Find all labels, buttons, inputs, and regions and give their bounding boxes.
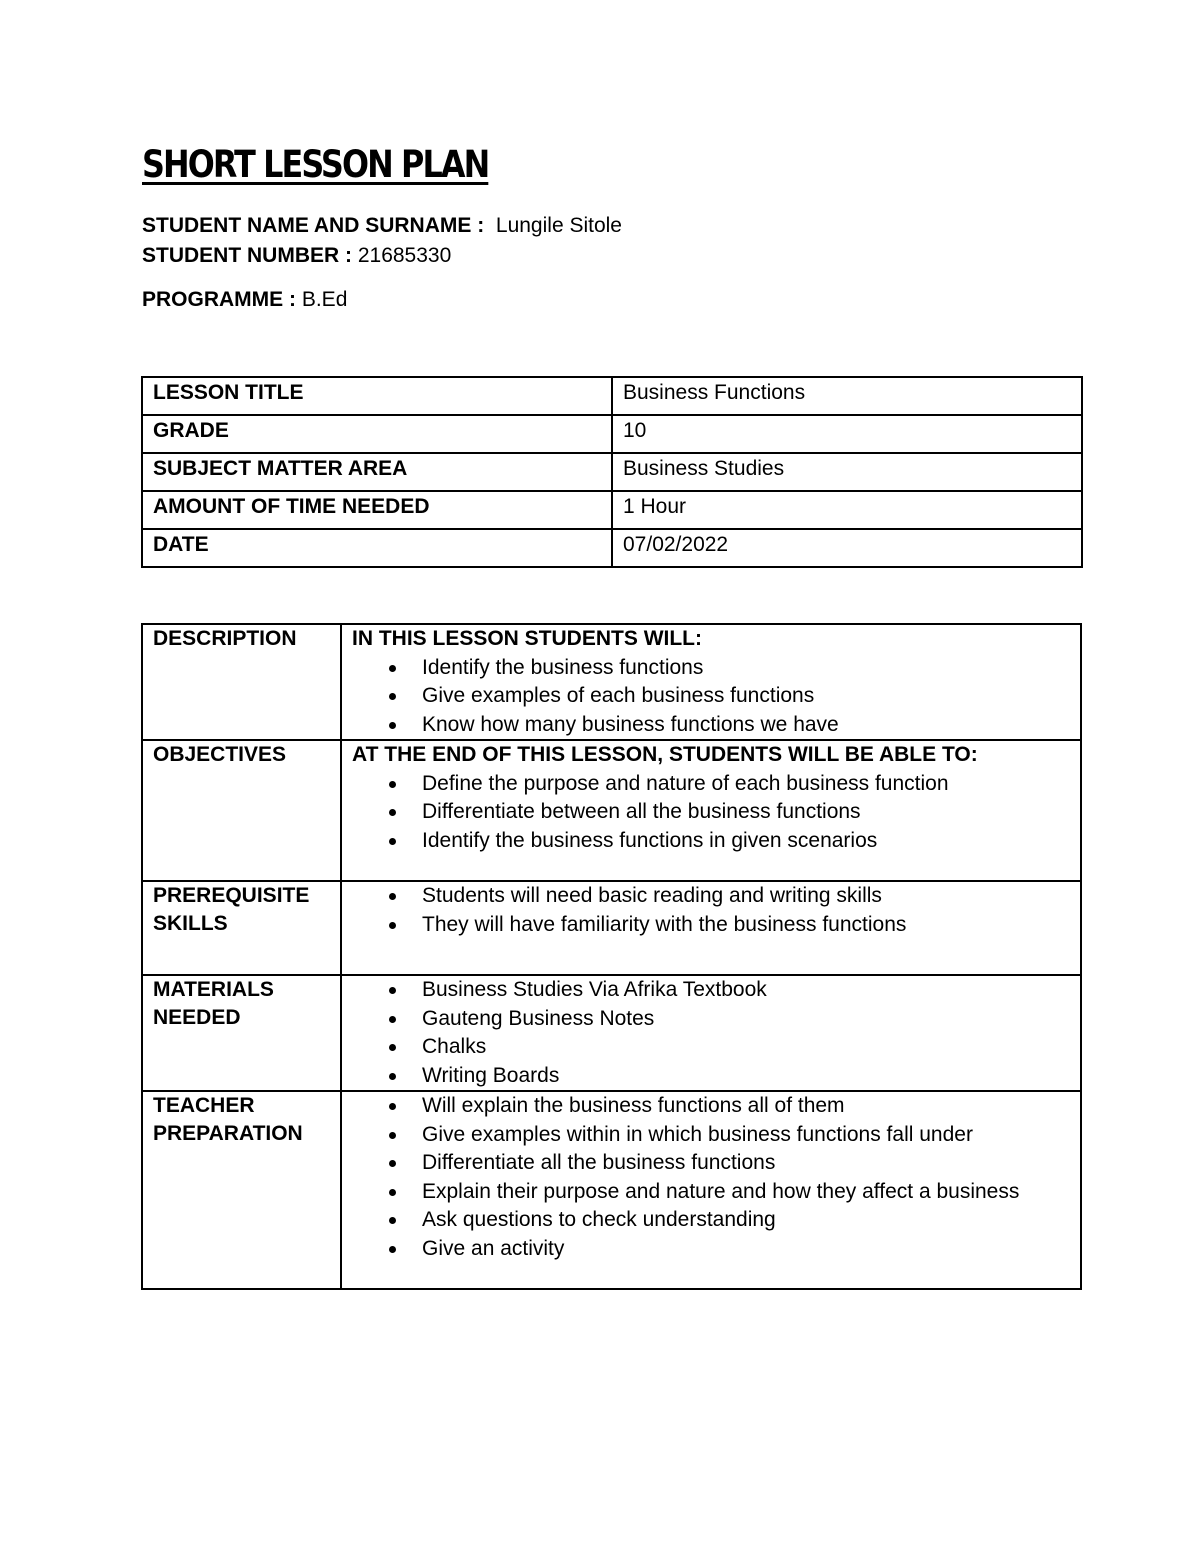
list-item: Know how many business functions we have xyxy=(422,711,1070,740)
student-number-value: 21685330 xyxy=(357,244,452,267)
info-label: SUBJECT MATTER AREA xyxy=(142,453,612,491)
list-item: Explain their purpose and nature and how they affect a business xyxy=(422,1178,1022,1207)
materials-label-line: NEEDED xyxy=(153,1006,241,1029)
objectives-list xyxy=(352,770,1070,856)
table-row xyxy=(142,377,1082,415)
table-row xyxy=(142,975,1081,1091)
student-name-label: STUDENT NAME AND SURNAME : xyxy=(142,214,485,237)
list-item: They will have familiarity with the business functions xyxy=(422,911,1070,940)
teacher-label-line: TEACHER xyxy=(153,1094,255,1117)
prerequisite-cell xyxy=(341,881,1081,975)
info-value: Business Studies xyxy=(612,453,1082,491)
teacher-list xyxy=(352,1092,1070,1263)
lesson-plan-table xyxy=(141,623,1082,1290)
objectives-label: OBJECTIVES xyxy=(142,740,341,881)
objectives-heading: AT THE END OF THIS LESSON, STUDENTS WILL BE ABLE TO: xyxy=(352,743,978,766)
description-cell xyxy=(341,624,1081,740)
objectives-cell xyxy=(341,740,1081,881)
materials-label xyxy=(142,975,341,1091)
info-label: GRADE xyxy=(142,415,612,453)
table-row xyxy=(142,881,1081,975)
student-number-label: STUDENT NUMBER : xyxy=(142,244,352,267)
table-row xyxy=(142,740,1081,881)
programme-label: PROGRAMME : xyxy=(142,288,296,311)
info-value: 1 Hour xyxy=(612,491,1082,529)
prerequisite-label-line: PREREQUISITE xyxy=(153,884,310,907)
list-item: Differentiate between all the business functions xyxy=(422,798,1070,827)
info-value: 10 xyxy=(612,415,1082,453)
programme-value: B.Ed xyxy=(301,288,348,311)
list-item: Define the purpose and nature of each business function xyxy=(422,770,1070,799)
materials-list xyxy=(352,976,1070,1090)
teacher-label xyxy=(142,1091,341,1289)
prerequisite-list xyxy=(352,882,1070,939)
info-value: 07/02/2022 xyxy=(612,529,1082,567)
prerequisite-label-line: SKILLS xyxy=(153,912,228,935)
info-value: Business Functions xyxy=(612,377,1082,415)
info-label: LESSON TITLE xyxy=(142,377,612,415)
list-item: Business Studies Via Afrika Textbook xyxy=(422,976,1070,1005)
programme-line xyxy=(142,288,347,312)
description-heading: IN THIS LESSON STUDENTS WILL: xyxy=(352,627,702,650)
list-item: Will explain the business functions all of them xyxy=(422,1092,1070,1121)
list-item: Give examples of each business functions xyxy=(422,682,1070,711)
teacher-label-line: PREPARATION xyxy=(153,1122,303,1145)
list-item: Ask questions to check understanding xyxy=(422,1206,1070,1235)
lesson-info-table xyxy=(141,376,1083,568)
info-label: AMOUNT OF TIME NEEDED xyxy=(142,491,612,529)
table-row xyxy=(142,529,1082,567)
list-item: Identify the business functions xyxy=(422,654,1070,683)
description-label: DESCRIPTION xyxy=(142,624,341,740)
student-number-line xyxy=(142,244,451,268)
info-label: DATE xyxy=(142,529,612,567)
table-row xyxy=(142,624,1081,740)
table-row xyxy=(142,1091,1081,1289)
page-title: SHORT LESSON PLAN xyxy=(142,143,489,186)
table-row xyxy=(142,415,1082,453)
list-item: Students will need basic reading and writing skills xyxy=(422,882,1070,911)
student-name-value: Lungile Sitole xyxy=(495,214,622,237)
list-item: Writing Boards xyxy=(422,1062,1070,1091)
materials-label-line: MATERIALS xyxy=(153,978,274,1001)
list-item: Identify the business functions in given scenarios xyxy=(422,827,1070,856)
list-item: Give examples within in which business functions fall under xyxy=(422,1121,1070,1150)
materials-cell xyxy=(341,975,1081,1091)
table-row xyxy=(142,491,1082,529)
description-list xyxy=(352,654,1070,740)
prerequisite-label xyxy=(142,881,341,975)
list-item: Chalks xyxy=(422,1033,1070,1062)
list-item: Differentiate all the business functions xyxy=(422,1149,1070,1178)
list-item: Give an activity xyxy=(422,1235,1070,1264)
table-row xyxy=(142,453,1082,491)
list-item: Gauteng Business Notes xyxy=(422,1005,1070,1034)
teacher-cell xyxy=(341,1091,1081,1289)
student-name-line xyxy=(142,214,622,238)
